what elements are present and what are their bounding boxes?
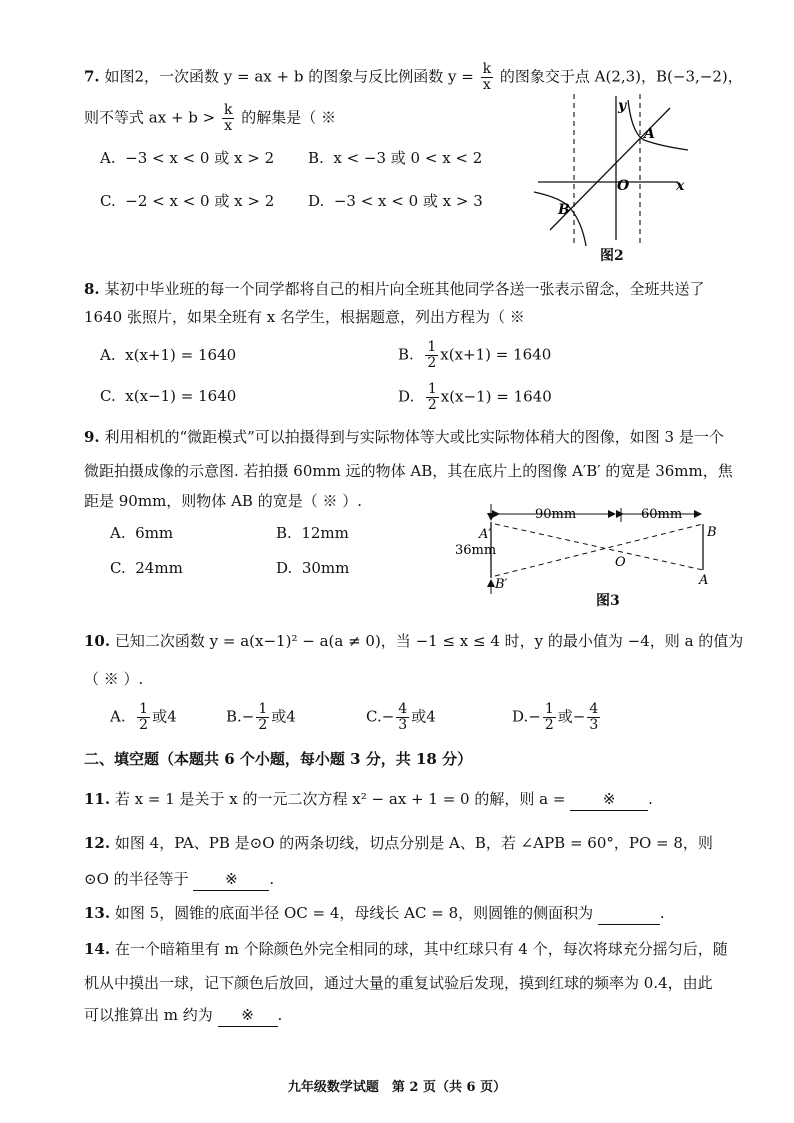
q13-text: 如图 5，圆锥的底面半径 OC = 4，母线长 AC = 8，则圆锥的侧面积为 — [114, 904, 594, 922]
q13-answer-blank[interactable] — [598, 902, 660, 925]
figure-3-caption: 图3 — [596, 593, 620, 609]
section-2-heading: 二、填空题（本题共 6 个小题，每小题 3 分，共 18 分） — [84, 750, 473, 768]
q14-line2: 机从中摸出一球，记下颜色后放回，通过大量的重复试验后发现，摸到红球的频率为 0.4，由此 — [84, 974, 713, 992]
label-b-prime: B′ — [495, 577, 508, 592]
q7-text-a: 如图2，一次函数 y = ax + b 的图象与反比例函数 y = — [104, 67, 474, 86]
label-x: x — [676, 178, 685, 194]
q9-option-c[interactable]: C. 24mm — [110, 559, 183, 577]
q7-option-a[interactable]: A. −3 < x < 0 或 x > 2 — [100, 149, 275, 167]
q13-number: 13. — [84, 904, 111, 922]
q8-line1 — [84, 278, 704, 300]
label-60mm: 60mm — [641, 507, 683, 522]
q9-text-1: 利用相机的“微距模式”可以拍摄得到与实际物体等大或比实际物体稍大的图像，如图 3 是一个 — [104, 428, 724, 446]
q8-option-c[interactable]: C. x(x−1) = 1640 — [100, 387, 237, 405]
q11-number: 11. — [84, 790, 111, 808]
q8-option-a[interactable]: A. x(x+1) = 1640 — [100, 346, 237, 364]
q9-option-b[interactable]: B. 12mm — [276, 524, 349, 542]
figure-2-graph — [528, 90, 698, 250]
label-o: O — [615, 555, 626, 570]
label-b: B — [707, 525, 717, 540]
q7-line2-a: 则不等式 ax + b > — [84, 108, 216, 127]
q12-answer-blank[interactable]: ※ — [193, 868, 269, 891]
label-a: A — [699, 573, 709, 588]
ray-a-prime-to-a — [495, 524, 703, 570]
q12-number: 12. — [84, 834, 111, 852]
q14-answer-blank[interactable]: ※ — [218, 1004, 278, 1027]
q13-line: 13. 如图 5，圆锥的底面半径 OC = 4，母线长 AC = 8，则圆锥的侧面积为 . — [84, 902, 665, 925]
q7-line1 — [84, 62, 743, 93]
q10-number: 10. — [84, 632, 111, 650]
label-point-a: A — [644, 126, 655, 142]
q14-line1 — [84, 938, 728, 960]
q14-line3: 可以推算出 m 约为 ※ . — [84, 1004, 282, 1027]
q9-line1 — [84, 426, 724, 448]
q9-line3: 距是 90mm，则物体 AB 的宽是（ ※ ）. — [84, 492, 362, 510]
q11-text: 若 x = 1 是关于 x 的一元二次方程 x² − ax + 1 = 0 的解，则 a = — [114, 790, 566, 808]
figure-3-diagram — [455, 500, 725, 600]
q7-line2-b: 的解集是（ ※ — [241, 108, 337, 127]
q10-line1 — [84, 630, 743, 652]
label-y: y — [618, 98, 627, 114]
q7-option-c[interactable]: C. −2 < x < 0 或 x > 2 — [100, 192, 275, 210]
q10-line2: （ ※ ）. — [84, 670, 144, 688]
q7-line2 — [84, 103, 336, 134]
figure-2-caption: 图2 — [600, 248, 624, 264]
q9-option-a[interactable]: A. 6mm — [110, 524, 174, 542]
hyperbola-branch-right — [628, 100, 688, 150]
q9-line2: 微距拍摄成像的示意图. 若拍摄 60mm 远的物体 AB，其在底片上的图像 A′B′ 的宽是 36mm，焦 — [84, 462, 733, 480]
label-90mm: 90mm — [535, 507, 577, 522]
q12-text-1: 如图 4，PA、PB 是⊙O 的两条切线，切点分别是 A、B，若 ∠APB = 60°，PO = 8，则 — [114, 834, 713, 852]
q7-option-d[interactable]: D. −3 < x < 0 或 x > 3 — [308, 192, 483, 210]
q8-option-d[interactable]: D. $\frac{1}{2}$ x(x−1) = 1640 — [398, 381, 552, 413]
q12-line2: ⊙O 的半径等于 ※ . — [84, 868, 274, 891]
q11-answer-blank[interactable]: ※ — [570, 788, 648, 811]
label-36mm: 36mm — [455, 543, 497, 558]
q7-text-b: 的图象交于点 A(2,3)，B(−3,−2)， — [499, 67, 743, 86]
q14-number: 14. — [84, 940, 111, 958]
label-origin: O — [617, 178, 630, 194]
q8-number: 8. — [84, 280, 100, 298]
label-a-prime: A′ — [479, 527, 492, 542]
q9-number: 9. — [84, 428, 100, 446]
ray-b-prime-to-b — [495, 524, 703, 576]
q10-option-d[interactable]: D.− $\frac{1}{2}$ 或− $\frac{4}{3}$ — [512, 701, 599, 733]
q8-line2: 1640 张照片，如果全班有 x 名学生，根据题意，列出方程为（ ※ — [84, 308, 525, 326]
label-point-b: B — [558, 202, 570, 218]
q7-option-b[interactable]: B. x < −3 或 0 < x < 2 — [308, 149, 483, 167]
q12-line1 — [84, 832, 713, 854]
q7-fraction-2: $\frac{k}{x}$ — [224, 102, 233, 134]
q10-option-a[interactable]: A. $\frac{1}{2}$ 或4 — [110, 701, 177, 733]
page-footer: 九年级数学试题 第 2 页（共 6 页） — [287, 1080, 507, 1095]
q14-text-1: 在一个暗箱里有 m 个除颜色外完全相同的球，其中红球只有 4 个，每次将球充分摇匀后，随 — [114, 940, 728, 958]
q10-option-c[interactable]: C.− $\frac{4}{3}$ 或4 — [366, 701, 436, 733]
q10-text-1: 已知二次函数 y = a(x−1)² − a(a ≠ 0)，当 −1 ≤ x ≤ 4 时，y 的最小值为 −4，则 a 的值为 — [114, 632, 744, 650]
q7-number: 7. — [84, 67, 100, 86]
q8-option-b[interactable]: B. $\frac{1}{2}$ x(x+1) = 1640 — [398, 339, 552, 371]
q7-fraction: $\frac{k}{x}$ — [482, 61, 492, 93]
q8-text-1: 某初中毕业班的每一个同学都将自己的相片向全班其他同学各送一张表示留念，全班共送了 — [104, 280, 705, 298]
q11-line: 11. 若 x = 1 是关于 x 的一元二次方程 x² − ax + 1 = 0 的解，则 a = ※ . — [84, 788, 653, 811]
q10-option-b[interactable]: B.− $\frac{1}{2}$ 或4 — [226, 701, 296, 733]
q9-option-d[interactable]: D. 30mm — [276, 559, 350, 577]
